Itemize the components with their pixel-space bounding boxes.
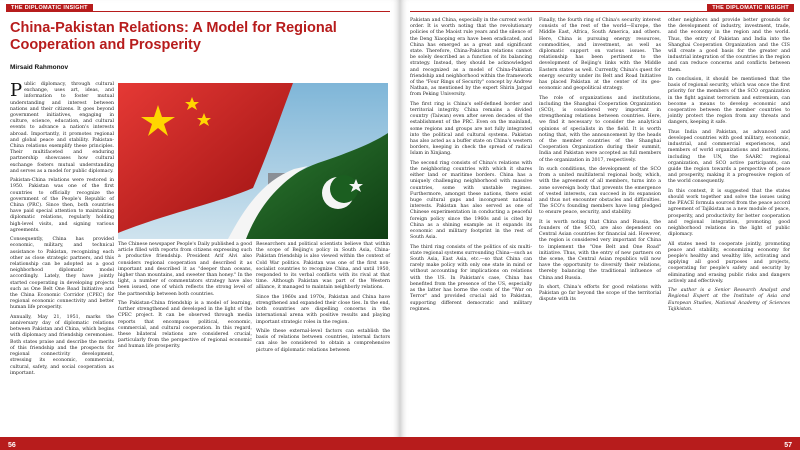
article-paragraph: Pakistan-China relations were restored in 1950. Pakistan was one of the first countries to officially recognize the government of the People's Republic of China (PRC). Since then, both countries have paid special attention to maintaining diplomatic relations, regularly holding high-level visits, and signing various agreements. [10,178,114,233]
left-column-3 [256,242,390,357]
header-rule-right [410,11,794,12]
article-paragraph: It is worth noting that China and Russia, the founders of the SCO, are also dependent on Central Asian countries for financial aid. However, the region is considered very important for China to implement the "One Belt and One Road" initiative. Thus, with the entry of new partners on the scene, the Central Asian republics will now have the opportunity to diversify their relations, thereby balancing the traditional influence of China and Russia. [539,219,661,281]
article-title: China-Pakistan Relations: A Model for Regional Cooperation and Prosperity [10,20,337,53]
left-column-1 [10,82,114,380]
footer-bar-right [400,437,800,450]
article-paragraph: In this context, it is suggested that the states should work together and solve the issues using the PEACE formula sourced from the peace accord agreement of Tajikistan as a new module of peace, prosperity, and productivity for better cooperation and regional integration, promoting good neighborhood relations in the light of public diplomacy. [668,188,790,238]
page-number-left: 56 [8,442,16,449]
article-paragraph: All states need to cooperate jointly, promoting peace and stability, economizing economy for people's healthy and wealthy life, activating and applying all good purposes and projects, cooperating for people's safety and security by eliminating and erasing public risks and dangers actively and effectively. [668,241,790,284]
article-paragraph: The role of organizations and institutions, including the Shanghai Cooperation Organization (SCO), is considered very important in strengthening relations between countries. Here, we find it necessary to consider the analytical opinions of specialists in the field. It is worth noting that, with the announcement by the heads of the member countries of the Shanghai Cooperation Organization during their summit, India and Pakistan were accepted as full members of the organization in 2017, respectively. [539,95,661,163]
article-paragraph: The Pakistan-China friendship is a model of learning, further strengthened and developed in the light of the CPEC project. It can be observed through media reports that encompass political, economic, commercial, and cultural cooperation. In this regard, these bilateral relations are considered crucial, particularly from the perspective of regional economic and human life prosperity. [118,301,252,350]
article-paragraph: While these external-level factors can establish the basis of relations between countries, internal factors can also be considered to obtain a comprehensive picture of diplomatic relations between [256,329,390,353]
flags-photo [118,83,388,239]
article-paragraph: Since the 1960s and 1970s, Pakistan and China have strengthened and expanded their close ties. In the end, both countries are dispelling concerns in the international arena with positive results and playing important strategic roles in the region. [256,294,390,325]
article-paragraph: The second ring consists of China's relations with the neighboring countries with which it shares either land or maritime borders. China has a uniquely challenging neighborhood with massive countries, some with unstable regimes. Furthermore, amongst these nations, there exist huge cultural gaps and incongruent national interests. Pakistan has also served as one of Chinese experimentation in conducting a peaceful foreign policy since the 1960s and is cited by China as a shining example as it expands its economic and military footprint in the rest of South Asia. [410,160,532,241]
article-paragraph: Researchers and political scientists believe that within the scope of Beijing's policy in South Asia, China-Pakistan friendship is also viewed within the context of Cold War politics. Pakistan was one of the first non-socialist countries to recognize China, and until 1950, responded to its verbal conflicts with its rival at that time. Although Pakistan was part of the Western alliance, it managed to maintain neighborly relations. [256,242,390,291]
author-byline: The author is a Senior Research Analyst and Regional Expert at the Institute of Asia and European Studies, National Academy of Sciences Tajikistan. [668,288,790,312]
right-page [400,0,800,450]
article-paragraph: Thus India and Pakistan, as advanced and developed countries with good military, economic, industrial, and commercial experiences, and members of world organizations and institutions, including the UN, the SAARC regional organization, and SCO active participants, can guide the region towards a perspective of peace and prosperity, making it a progressive region of the world consequently. [668,129,790,185]
article-paragraph: Finally, the fourth ring of China's security interest consists of the rest of the world—Europe, the Middle East, Africa, South America, and others. Here, China is pursuing energy resources, commodities, and investment, as well as diplomatic support on various issues. The relationship has been pertinent to the development of Beijing's links with the Middle Eastern states as well. Currently, China's quest for energy security under its Belt and Road Initiative has placed Pakistan at the center of its geo-economic and geopolitical strategy. [539,18,661,92]
article-paragraph: In conclusion, it should be mentioned that the basis of regional security, which was once the first priority for the members of the SCO organization in the fight against terrorism and extremism, can become a means to develop economic and cooperative between the member countries to jointly protect the region from any threats and dangers, keeping it safe. [668,77,790,126]
header-rule-left [6,11,390,12]
article-paragraph: Annually, May 21, 1951, marks the anniversary day of diplomatic relations between Pakistan and China, which begins with diplomacy and friendship ceremonies. Both states praise and describe the merits of this friendship and the prospects for regional connectivity development, stressing its economic, commercial, cultural, safety, and social cooperation as important. [10,314,114,376]
article-paragraph: In such conditions, the development of the SCO from a united multilateral regional body, which, with the agreement of all members, turns into a zone sovereign body that prevents the emergence of vested interests, can succeed in its expansion and thus not encounter obstacles and difficulties. The SCO's founding members have long pledged to ensure peace, security, and stability. [539,167,661,216]
right-column-2 [539,18,661,307]
header-tag-left: THE DIPLOMATIC INSIGHT [6,4,93,12]
article-paragraph: The third ring consists of the politics of six multi-state regional systems surrounding China—such as South Asia, East Asia, etc.—so that China can rarely make policy with only one state in mind or without accounting for implications on relations with the US. In Pakistan's case, China has benefited from the presence of the US, especially as the latter has borne the costs of the "War on Terror" and provided crucial aid to Pakistan, supporting different democratic and military regimes. [410,244,532,312]
article-paragraph: other neighbors and provide better grounds for the development of industry, investment, trade, and the economy in the region and the world. Thus, the entry of Pakistan and India into the Shanghai Cooperation Organization and the CIS will create a good basis for the greater and industrial integration of the countries in the region and can reduce concerns and conflicts between them. [668,18,790,73]
page-number-right: 57 [784,442,792,449]
article-paragraph: Pakistan and China, especially in the current world order. It is worth noting that the revolutionary policies of the Maoist rule years and the silence of the Deng Xiaoping era have been eradicated, and China has emerged as a great and significant state. Therefore, China-Pakistan relations cannot be solely described as a function of its balancing strategy. Instead, they should be acknowledged and recognized as a model of China-Pakistan friendship and neighborhood within the framework of the "Four Rings of Security" concept by Andrew Nathan, as mentioned by the expert Shirin Jargad from Peking University. [410,18,533,98]
article-paragraph: In short, China's efforts for good relations with Pakistan go far beyond the scope of the territorial dispute with its [539,285,661,303]
article-paragraph: The Chinese newspaper People's Daily published a good article filled with reports from citizens expressing such a productive friendship. President Arif Alvi also considers regional cooperation and described it as important and described it as "deeper than oceans, higher than mountains, and sweeter than honey." In the light, a number of commentators strategy have also been issued, one of which reflects the strong level of the partnership between both countries. [118,242,252,297]
article-paragraph: Public diplomacy, through cultural exchange, uses art, ideas, and information to foster mutual understanding and interest between nations and their citizens. It goes beyond government initiatives, engaging in culture, science, education, and cultural events to advance a nation's interests abroad. Importantly, it promotes regional and global peace and stability. Pakistan-China relations exemplify these principles. Their multifaceted and enduring partnership showcases how cultural exchange fosters mutual understanding and serves as a model for public diplomacy. [10,80,114,174]
flags-image [118,83,388,239]
header-tag-right: THE DIPLOMATIC INSIGHT [707,4,794,12]
article-paragraph: Consequently, China has provided economic, military, and technical assistance to Pakistan, recognizing each other as close strategic partners, and this relationship can be adopted as a good neighborhood diplomatic model accordingly. Lately, they have jointly started cooperating in developing projects such as One Belt One Road Initiative and the China Economic Corridor (CPEC) for regional economic connectivity and better human life prosperity. [10,237,114,311]
article-author: Mirsaid Rahmonov [10,64,69,71]
right-column-1 [410,18,532,316]
article-paragraph: The first ring is China's self-defined border and territorial integrity. China remains a divided country (Taiwan) even after seven decades of the establishment of the PRC. Even on the mainland, some regions and groups are not fully integrated into the political and cultural systems. Pakistan has also acted as a buffer state on China's western borders, keeping in check the spread of radical Islam in Xinjiang. [410,101,532,157]
right-column-3 [668,18,790,316]
footer-bar-left [0,437,400,450]
drop-cap: P [10,80,23,101]
left-column-2 [118,242,252,354]
